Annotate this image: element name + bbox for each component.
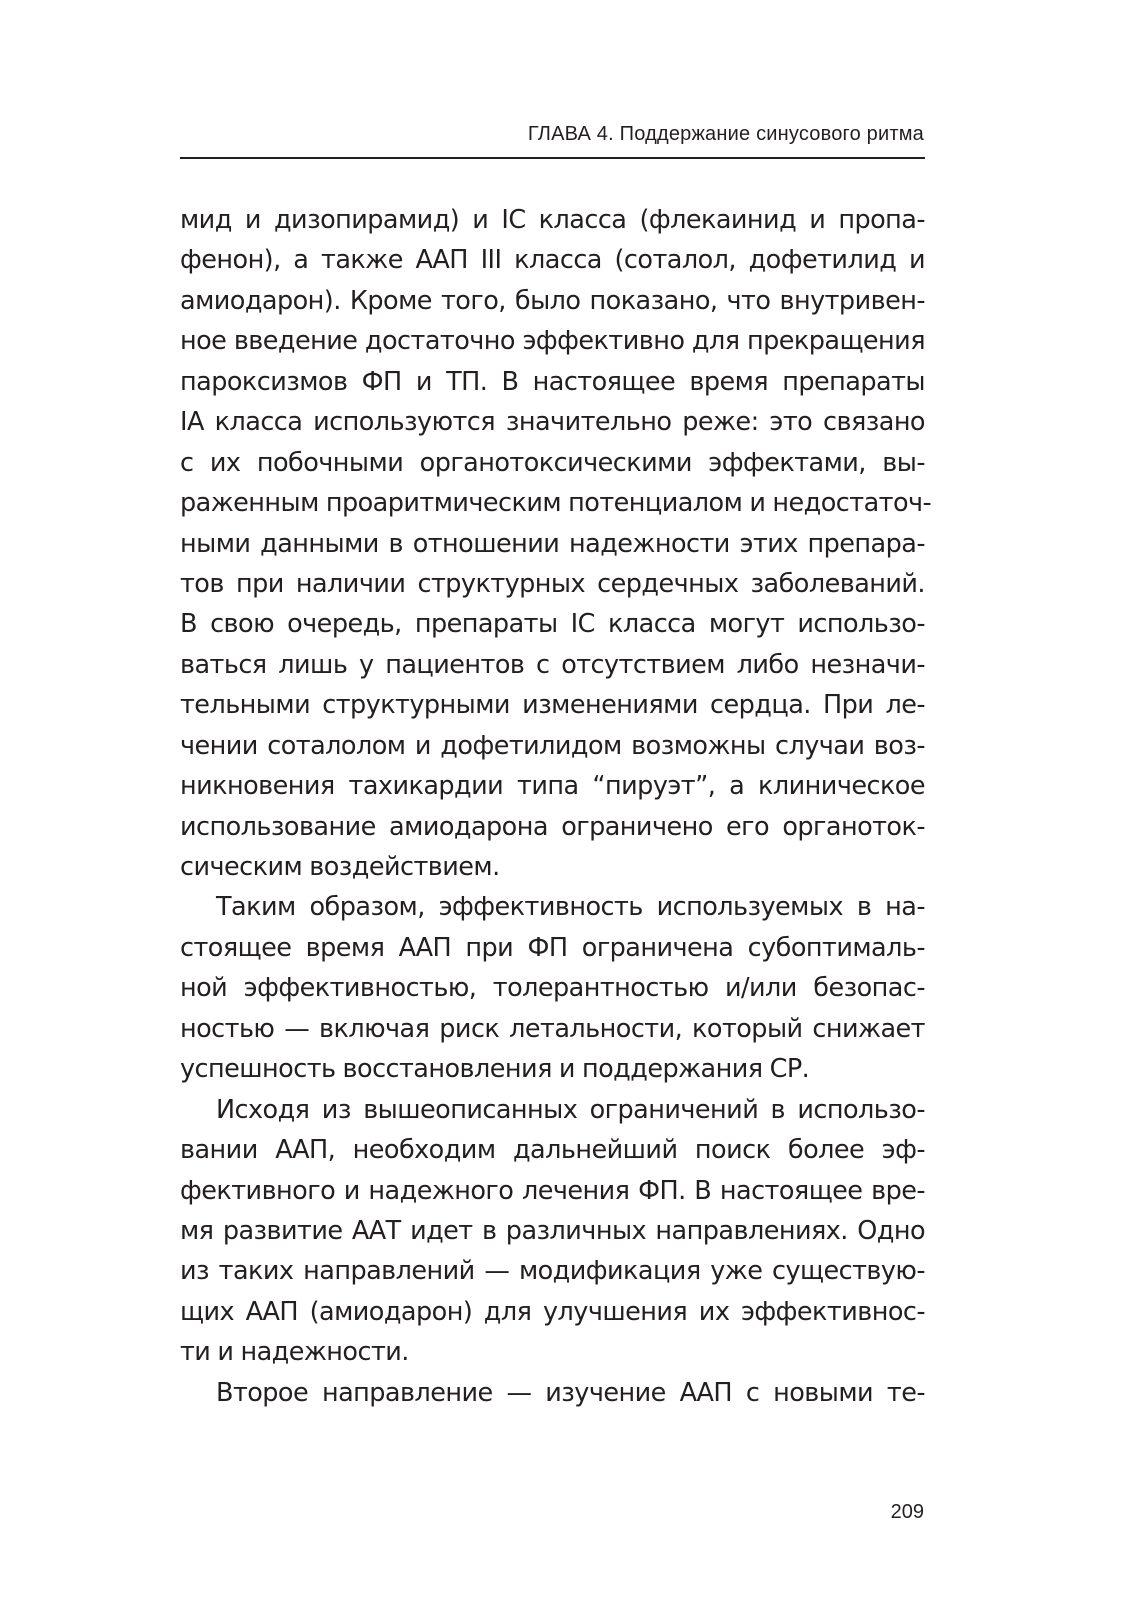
text-line: мя развитие ААТ идет в различных направлениях. Одно [180,1215,925,1246]
body-text [180,200,932,1413]
text-line: пароксизмов ФП и ТП. В настоящее время препараты [180,366,925,397]
page-number: 209 [890,1501,924,1523]
text-line: из таких направлений — модификация уже существую- [180,1256,925,1287]
text-line: мид и дизопирамид) и IC класса (флекаинид и пропа- [180,205,925,235]
text-line: Исходя из вышеописанных ограничений в использо- [216,1094,925,1125]
text-line: ное введение достаточно эффективно для прекращения [180,326,925,357]
text-line: стоящее время ААП при ФП ограничена субоптималь- [180,932,925,963]
text-line: Таким образом, эффективность используемых в на- [216,892,925,923]
text-line: тельными структурными изменениями сердца. При ле- [180,690,925,721]
text-line: вании ААП, необходим дальнейший поиск более эф- [180,1135,925,1166]
text-line: Второе направление — изучение ААП с новыми те- [216,1377,925,1408]
text-line: с их побочными органотоксическими эффектами, вы- [180,447,925,478]
paragraph [180,1090,925,1373]
text-line: успешность восстановления и поддержания СР. [180,1054,810,1085]
running-head: ГЛАВА 4. Поддержание синусового ритма [527,123,924,145]
paragraph [180,1373,925,1413]
text-line: щих ААП (амиодарон) для улучшения их эффективнос- [180,1296,925,1327]
text-line: ти и надежности. [180,1337,409,1368]
text-line: фективного и надежного лечения ФП. В настоящее вре- [180,1175,925,1206]
text-line: никновения тахикардии типа “пируэт”, а клиническое [180,771,925,802]
text-line: раженным проаритмическим потенциалом и недостаточ- [180,488,932,519]
text-line: тов при наличии структурных сердечных заболеваний. [180,568,925,599]
text-line: чении соталолом и дофетилидом возможны случаи воз- [180,730,925,761]
text-line: IA класса используются значительно реже: это связано [180,407,925,438]
text-line: фенон), а также ААП III класса (соталол, дофетилид и [180,245,925,276]
text-line: В свою очередь, препараты IC класса могут использо- [180,609,925,640]
text-line: использование амиодарона ограничено его органоток- [180,811,925,842]
text-line: ной эффективностью, толерантностью и/или безопас- [180,973,925,1004]
text-line: ностью — включая риск летальности, который снижает [180,1013,925,1044]
text-line: ваться лишь у пациентов с отсутствием либо незначи- [180,649,925,680]
header-rule [180,157,925,159]
paragraph [180,887,925,1089]
text-line: сическим воздействием. [180,852,500,882]
paragraph [180,200,932,887]
text-line: амиодарон). Кроме того, было показано, что внутривен- [180,285,925,316]
text-line: ными данными в отношении надежности этих препара- [180,528,925,559]
